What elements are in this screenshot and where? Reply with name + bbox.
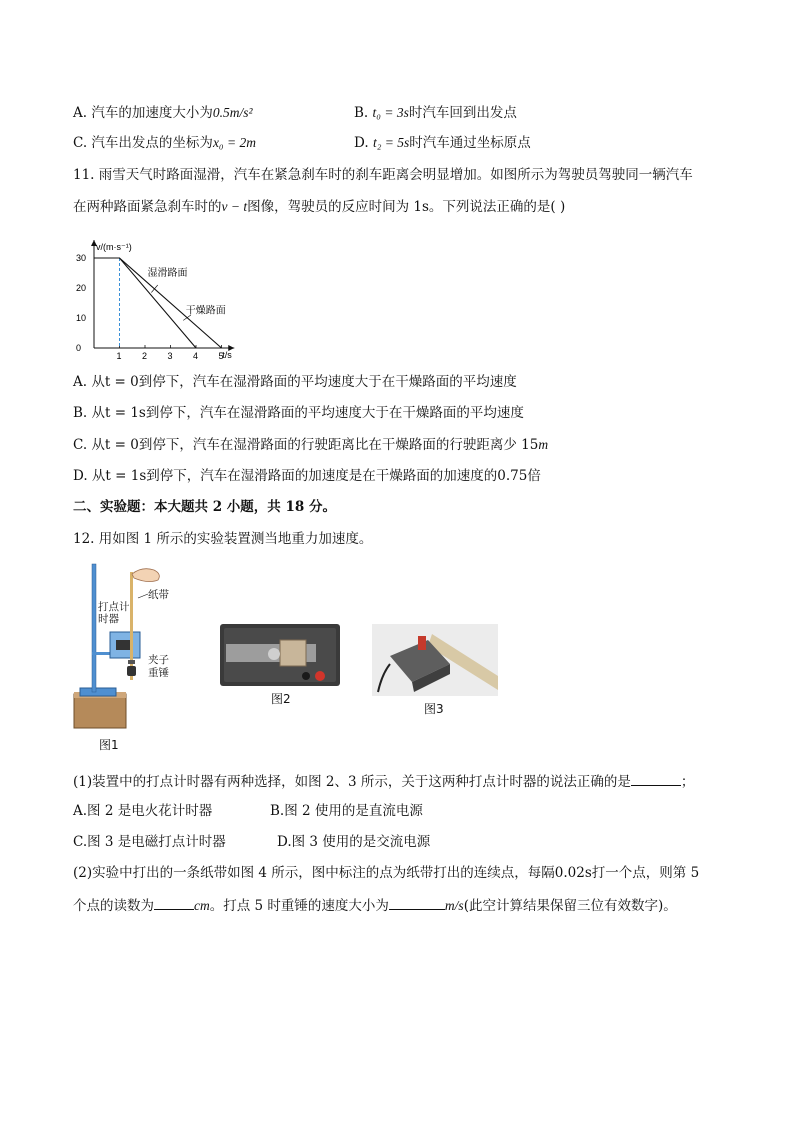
y-tick-label: 30	[76, 253, 87, 263]
y-tick-label: 10	[76, 313, 87, 323]
fig1-label-clip: 夹子	[148, 654, 169, 666]
q10-option-b	[354, 104, 517, 122]
y-tick-label: 20	[76, 283, 87, 293]
q12-part2-answer-blank-2[interactable]	[389, 895, 445, 910]
fig1-label-weight: 重锤	[148, 667, 169, 679]
q10-option-a-value: 0.5m/s²	[212, 105, 253, 120]
q10-option-c-value: x₀ = 2m	[212, 135, 256, 150]
q10-option-d-label: D.	[354, 135, 373, 151]
vt-chart	[72, 226, 262, 366]
q11-stem-tail: 图像，驾驶员的反应时间为 1s。下列说法正确的是( )	[247, 199, 566, 215]
figure-1-apparatus	[72, 560, 182, 742]
figure-1-caption: 图1	[99, 738, 119, 752]
x-tick-label: 2	[142, 351, 148, 361]
q12-option-c: C.图 3 是电磁打点计时器	[73, 834, 226, 850]
q12-stem: 12. 用如图 1 所示的实验装置测当地重力加速度。	[73, 531, 373, 547]
q11-option-c	[73, 436, 548, 454]
q12-option-a: A.图 2 是电火花计时器	[73, 803, 213, 819]
fig1-label-timer: 打点计时器	[98, 601, 130, 625]
q12-part1-text: (1)装置中的打点计时器有两种选择，如图 2、3 所示，关于这两种打点计时器的说法正确的是	[73, 774, 631, 790]
q12-part2-text3: (此空计算结果保留三位有效数字)。	[463, 898, 677, 914]
section-heading: 二、实验题：本大题共 2 小题，共 18 分。	[73, 499, 336, 515]
q10-option-a-text: A. 汽车的加速度大小为	[73, 105, 213, 121]
figure-2-caption: 图2	[271, 692, 291, 706]
q10-option-c	[73, 134, 256, 152]
q11-stem-line1: 11. 雨雪天气时路面湿滑，汽车在紧急刹车时的刹车距离会明显增加。如图所示为驾驶员驾驶同一辆汽车	[73, 167, 693, 183]
q10-option-d-var: t₂ = 5s	[372, 135, 410, 150]
x-tick-label: 1	[116, 351, 122, 361]
x-tick-label: 4	[193, 351, 199, 361]
q11-option-b: B. 从t = 1s到停下，汽车在湿滑路面的平均速度大于在干燥路面的平均速度	[73, 405, 524, 421]
q12-part1-end: ；	[680, 774, 695, 790]
q10-option-b-var: t₀ = 3s	[372, 105, 409, 120]
q11-stem-line2	[73, 198, 565, 216]
y-tick-label: 0	[76, 343, 82, 353]
figure-3-timer-photo	[372, 624, 498, 696]
q12-part2-answer-blank-1[interactable]	[154, 895, 194, 910]
q12-part2-text1: 个点的读数为	[73, 898, 154, 914]
q11-stem-var: v − t	[221, 199, 248, 214]
annotation-dry-road: 干燥路面	[185, 305, 226, 317]
q12-part2-line1: (2)实验中打出的一条纸带如图 4 所示，图中标注的点为纸带打出的连续点，每隔0.02s打一个点，则第 5	[73, 865, 700, 881]
q12-part1	[73, 771, 694, 791]
q12-part2-text2: 。打点 5 时重锤的速度大小为	[209, 898, 389, 914]
figure-3-caption: 图3	[424, 702, 444, 716]
y-axis-label: v/(m·s⁻¹)	[96, 242, 132, 252]
q12-part1-answer-blank[interactable]	[631, 771, 681, 786]
q12-part2-unit1: cm	[194, 898, 210, 913]
figure-2-timer-photo	[220, 624, 340, 686]
q11-option-c-text: C. 从t = 0到停下，汽车在湿滑路面的行驶距离比在干燥路面的行驶距离少 15	[73, 437, 539, 453]
q11-option-c-unit: m	[538, 437, 549, 452]
q11-option-a: A. 从t = 0到停下，汽车在湿滑路面的平均速度大于在干燥路面的平均速度	[73, 374, 517, 390]
q10-option-d	[354, 134, 531, 152]
q12-option-d: D.图 3 使用的是交流电源	[277, 834, 431, 850]
q10-option-b-text: 时汽车回到出发点	[408, 105, 517, 121]
q12-part2-unit2: m/s	[444, 898, 464, 913]
q11-option-d: D. 从t = 1s到停下，汽车在湿滑路面的加速度是在干燥路面的加速度的0.75倍	[73, 468, 541, 484]
q12-option-b: B.图 2 使用的是直流电源	[270, 803, 423, 819]
annotation-wet-road: 湿滑路面	[147, 268, 188, 279]
fig1-label-tape: 纸带	[148, 589, 169, 601]
x-tick-label: 5	[218, 351, 224, 361]
q10-option-a	[73, 104, 253, 122]
x-axis-label: t/s	[222, 350, 232, 360]
q10-option-c-text: C. 汽车出发点的坐标为	[73, 135, 213, 151]
q10-option-d-text: 时汽车通过坐标原点	[409, 135, 531, 151]
x-tick-label: 3	[167, 351, 173, 361]
q11-stem-text: 在两种路面紧急刹车时的	[73, 199, 222, 215]
q12-part2-line2	[73, 895, 677, 915]
q10-option-b-label: B.	[354, 105, 373, 121]
